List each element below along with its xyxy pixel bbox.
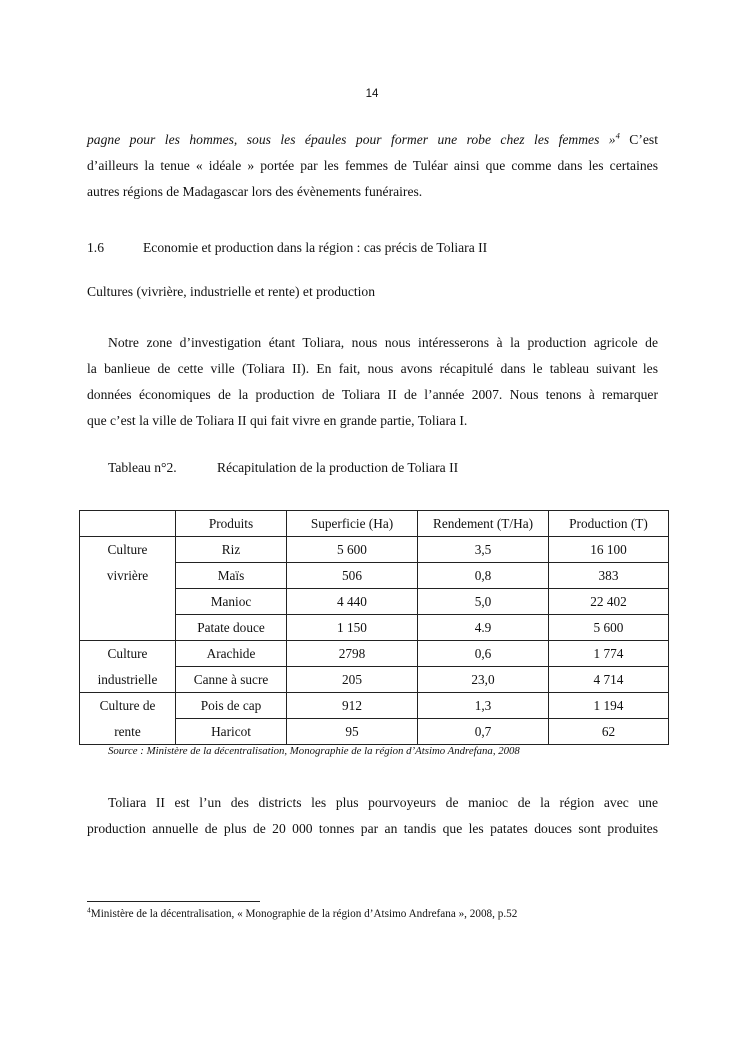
group-label-line-2: industrielle bbox=[97, 671, 158, 687]
paragraph-1-line-1 bbox=[87, 127, 658, 153]
cell-production: 383 bbox=[549, 563, 669, 589]
cell-superficie: 95 bbox=[287, 719, 418, 745]
cell-production: 22 402 bbox=[549, 589, 669, 615]
cell-produit: Haricot bbox=[176, 719, 287, 745]
group-culture-vivriere bbox=[80, 537, 176, 641]
quote-text: pagne pour les hommes, sous les épaules pour former une robe chez les femmes » bbox=[87, 132, 616, 147]
paragraph-2-line-3: données économiques de la production de Toliara II de l’année 2007. Nous tenons à remarquer bbox=[87, 387, 658, 402]
cell-production: 1 774 bbox=[549, 641, 669, 667]
quote-rest: C’est bbox=[619, 132, 659, 147]
table-row bbox=[80, 641, 669, 667]
paragraph-2-line-1: Notre zone d’investigation étant Toliara, nous nous intéresserons à la production agricole de bbox=[108, 335, 658, 350]
cell-produit: Maïs bbox=[176, 563, 287, 589]
table-row bbox=[80, 537, 669, 563]
group-label-line-1: Culture de bbox=[99, 698, 156, 714]
cell-superficie: 1 150 bbox=[287, 615, 418, 641]
header-produits: Produits bbox=[176, 511, 287, 537]
section-number: 1.6 bbox=[87, 240, 104, 255]
cell-production: 1 194 bbox=[549, 693, 669, 719]
subheading: Cultures (vivrière, industrielle et rente) et production bbox=[87, 284, 376, 299]
cell-production: 4 714 bbox=[549, 667, 669, 693]
section-title: Economie et production dans la région : cas précis de Toliara II bbox=[143, 240, 488, 255]
cell-rendement: 0,7 bbox=[418, 719, 549, 745]
production-table bbox=[79, 510, 669, 745]
cell-rendement: 23,0 bbox=[418, 667, 549, 693]
group-label-line-1: Culture bbox=[107, 646, 148, 661]
footnote-marker: 4 bbox=[615, 130, 620, 141]
cell-production: 16 100 bbox=[549, 537, 669, 563]
group-label-line-2: vivrière bbox=[106, 567, 149, 583]
cell-rendement: 5,0 bbox=[418, 589, 549, 615]
cell-produit: Patate douce bbox=[176, 615, 287, 641]
cell-rendement: 3,5 bbox=[418, 537, 549, 563]
paragraph-3-line-1: Toliara II est l’un des districts les plus pourvoyeurs de manioc de la région avec une bbox=[108, 795, 658, 810]
header-production: Production (T) bbox=[549, 511, 669, 537]
cell-produit: Manioc bbox=[176, 589, 287, 615]
table-header-row bbox=[80, 511, 669, 537]
cell-superficie: 912 bbox=[287, 693, 418, 719]
paragraph-2-line-2: la banlieue de cette ville (Toliara II). En fait, nous avons récapitulé dans le tableau suivant les bbox=[87, 361, 658, 376]
footnote-separator bbox=[87, 901, 260, 902]
cell-rendement: 4.9 bbox=[418, 615, 549, 641]
table-caption-title: Récapitulation de la production de Toliara II bbox=[217, 460, 459, 475]
group-culture-rente bbox=[80, 693, 176, 745]
table-row bbox=[80, 693, 669, 719]
footnote bbox=[87, 905, 518, 920]
table-caption-number: Tableau n°2. bbox=[108, 460, 177, 475]
paragraph-3-line-2: production annuelle de plus de 20 000 tonnes par an tandis que les patates douces sont produites bbox=[87, 821, 658, 836]
cell-production: 5 600 bbox=[549, 615, 669, 641]
group-label-line-1: Culture bbox=[107, 542, 148, 557]
header-cell-empty bbox=[80, 511, 176, 537]
cell-produit: Pois de cap bbox=[176, 693, 287, 719]
cell-superficie: 2798 bbox=[287, 641, 418, 667]
paragraph-2-line-4: que c’est la ville de Toliara II qui fait vivre en grande partie, Toliara I. bbox=[87, 413, 468, 428]
footnote-text: Ministère de la décentralisation, « Monographie de la région d’Atsimo Andrefana », 2008, p.52 bbox=[90, 908, 518, 920]
cell-produit: Canne à sucre bbox=[176, 667, 287, 693]
cell-rendement: 0,6 bbox=[418, 641, 549, 667]
cell-production: 62 bbox=[549, 719, 669, 745]
header-rendement: Rendement (T/Ha) bbox=[418, 511, 549, 537]
cell-produit: Riz bbox=[176, 537, 287, 563]
group-culture-industrielle bbox=[80, 641, 176, 693]
cell-rendement: 1,3 bbox=[418, 693, 549, 719]
header-superficie: Superficie (Ha) bbox=[287, 511, 418, 537]
paragraph-1-line-2: d’ailleurs la tenue « idéale » portée par les femmes de Tuléar ainsi que comme dans les certaines bbox=[87, 158, 658, 173]
cell-rendement: 0,8 bbox=[418, 563, 549, 589]
cell-superficie: 5 600 bbox=[287, 537, 418, 563]
page-number: 14 bbox=[365, 88, 379, 100]
group-label-line-2: rente bbox=[114, 723, 141, 739]
footnote-number: 4 bbox=[87, 905, 91, 915]
paragraph-1-line-3: autres régions de Madagascar lors des évènements funéraires. bbox=[87, 184, 423, 199]
cell-superficie: 506 bbox=[287, 563, 418, 589]
cell-superficie: 205 bbox=[287, 667, 418, 693]
table-source: Source : Ministère de la décentralisation, Monographie de la région d’Atsimo Andrefana, 2008 bbox=[108, 745, 520, 757]
cell-superficie: 4 440 bbox=[287, 589, 418, 615]
cell-produit: Arachide bbox=[176, 641, 287, 667]
